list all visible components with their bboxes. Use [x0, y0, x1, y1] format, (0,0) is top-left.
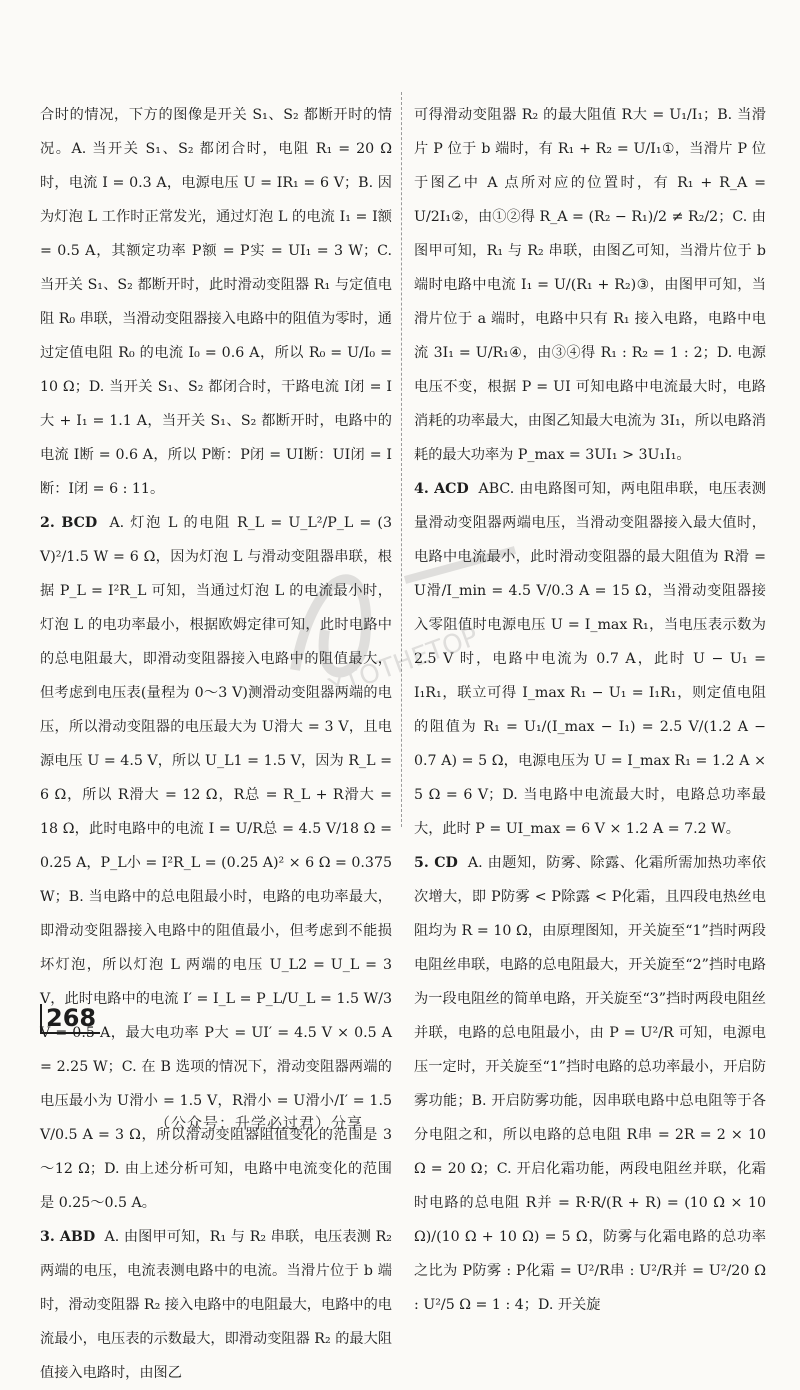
answer-item: [414, 472, 766, 846]
footer-note: （公众号：升学必过君）分享: [155, 1114, 364, 1132]
answer-item: [40, 1220, 392, 1390]
answer-item: [414, 846, 766, 1322]
paragraph: 可得滑动变阻器 R₂ 的最大阻值 R大 = U₁/I₁；B. 当滑片 P 位于 b 端时，有 R₁ + R₂ = U/I₁①，当滑片 P 位于图乙中 A 点所对应的位置时，有 R₁ + R_A = U/2I₁②，由①②得 R_A = (R₂ − R₁)/2 ≠ R₂/2；C. 由图甲可知，R₁ 与 R₂ 串联，由图乙可知，当滑片位于 b 端时电路中电流 I₁ = U/(R₁ + R₂)③，由图甲可知，当滑片位于 a 端时，电路中只有 R₁ 接入电路，电路中电流 3I₁ = U/R₁④，由③④得 R₁ : R₂ = 1 : 2；D. 电源电压不变，根据 P = UI 可知电路中电流最大时，电路消耗的功率最大，由图乙知最大电流为 3I₁，所以电路消耗的最大功率为 P_max = 3UI₁ > 3U₁I₁。: [414, 107, 766, 463]
answer-text: ABC. 由电路图可知，两电阻串联，电压表测量滑动变阻器两端电压，当滑动变阻器接入最大值时，电路中电流最小，此时滑动变阻器的最大阻值为 R滑 = U滑/I_min = 4.5 V/0.3 A = 15 Ω，当滑动变阻器接入零阻值时电源电压 U = I_max R₁，当电压表示数为 2.5 V 时，电路中电流为 0.7 A，此时 U − U₁ = I₁R₁，联立可得 I_max R₁ − U₁ = I₁R₁，则定值电阻的阻值为 R₁ = U₁/(I_max − I₁) = 2.5 V/(1.2 A − 0.7 A) = 5 Ω，电源电压为 U = I_max R₁ = 1.2 A × 5 Ω = 6 V；D. 当电路中电流最大时，电路总功率最大，此时 P = UI_max = 6 V × 1.2 A = 7.2 W。: [414, 481, 766, 837]
answer-label: 5. CD: [414, 855, 458, 871]
right-column: [414, 98, 766, 1322]
paragraph: 合时的情况，下方的图像是开关 S₁、S₂ 都断开时的情况。A. 当开关 S₁、S₂ 都闭合时，电阻 R₁ = 20 Ω 时，电流 I = 0.3 A，电源电压 U = IR₁ = 6 V；B. 因为灯泡 L 工作时正常发光，通过灯泡 L 的电流 I₁ = I额 = 0.5 A，其额定功率 P额 = P实 = UI₁ = 3 W；C. 当开关 S₁、S₂ 都断开时，此时滑动变阻器 R₁ 与定值电阻 R₀ 串联，当滑动变阻器接入电路中的阻值为零时，通过定值电阻 R₀ 的电流 I₀ = 0.6 A，所以 R₀ = U/I₀ = 10 Ω；D. 当开关 S₁、S₂ 都闭合时，干路电流 I闭 = I大 + I₁ = 1.1 A，当开关 S₁、S₂ 都断开时，电路中的电流 I断 = 0.6 A，所以 P断：P闭 = UI断：UI闭 = I断：I闭 = 6 : 11。: [40, 107, 392, 497]
column-divider: [401, 92, 402, 827]
left-column: [40, 98, 392, 1390]
answer-label: 4. ACD: [414, 481, 469, 497]
answer-label: 2. BCD: [40, 515, 98, 531]
answer-text: A. 灯泡 L 的电阻 R_L = U_L²/P_L = (3 V)²/1.5 W = 6 Ω，因为灯泡 L 与滑动变阻器串联，根据 P_L = I²R_L 可知，当通过灯泡 L 的电流最小时，灯泡 L 的电功率最小，根据欧姆定律可知，此时电路中的总电阻最大，即滑动变阻器接入电路中的阻值最大，但考虑到电压表(量程为 0～3 V)测滑动变阻器两端的电压，所以滑动变阻器的电压最大为 U滑大 = 3 V，且电源电压 U = 4.5 V，所以 U_L1 = 1.5 V，因为 R_L = 6 Ω，所以 R滑大 = 12 Ω，R总 = R_L + R滑大 = 18 Ω，此时电路中的电流 I = U/R总 = 4.5 V/18 Ω = 0.25 A，P_L小 = I²R_L = (0.25 A)² × 6 Ω = 0.375 W；B. 当电路中的总电阻最小时，电路的电功率最大，即滑动变阻器接入电路中的阻值最小，但考虑到不能损坏灯泡，所以灯泡 L 两端的电压 U_L2 = U_L = 3 V，此时电路中的电流 I′ = I_L = P_L/U_L = 1.5 W/3 V = 0.5 A，最大电功率 P大 = UI′ = 4.5 V × 0.5 A = 2.25 W；C. 在 B 选项的情况下，滑动变阻器两端的电压最小为 U滑小 = 1.5 V，R滑小 = U滑小/I′ = 1.5 V/0.5 A = 3 Ω，所以滑动变阻器阻值变化的范围是 3～12 Ω；D. 由上述分析可知，电路中电流变化的范围是 0.25～0.5 A。: [40, 515, 392, 1211]
answer-text: A. 由题知，防雾、除露、化霜所需加热功率依次增大，即 P防雾 < P除露 < P化霜，且四段电热丝电阻均为 R = 10 Ω，由原理图知，开关旋至“1”挡时两段电阻丝串联，电路的总电阻最大，开关旋至“2”挡时电路为一段电阻丝的简单电路，开关旋至“3”挡时两段电阻丝并联，电路的总电阻最小，由 P = U²/R 可知，电源电压一定时，开关旋至“1”挡时电路的总功率最小，开启防雾功能；B. 开启防雾功能，因串联电路中总电阻等于各分电阻之和，所以电路的总电阻 R串 = 2R = 2 × 10 Ω = 20 Ω；C. 开启化霜功能，两段电阻丝并联，化霜时电路的总电阻 R并 = R·R/(R + R) = (10 Ω × 10 Ω)/(10 Ω + 10 Ω) = 5 Ω，防雾与化霜电路的总功率之比为 P防雾 : P化霜 = U²/R串 : U²/R并 = U²/20 Ω : U²/5 Ω = 1 : 4；D. 开关旋: [414, 855, 766, 1313]
answer-label: 3. ABD: [40, 1229, 96, 1245]
watermark-text: YTOTHETOP: [325, 621, 483, 704]
page-number: 268: [40, 1004, 100, 1034]
answer-text: A. 由图甲可知，R₁ 与 R₂ 串联，电压表测 R₂ 两端的电压，电流表测电路中的电流。当滑片位于 b 端时，滑动变阻器 R₂ 接入电路中的电阻最大，电路中的电流最小，电压表的示数最大，即滑动变阻器 R₂ 的最大阻值接入电路时，由图乙: [40, 1229, 392, 1381]
